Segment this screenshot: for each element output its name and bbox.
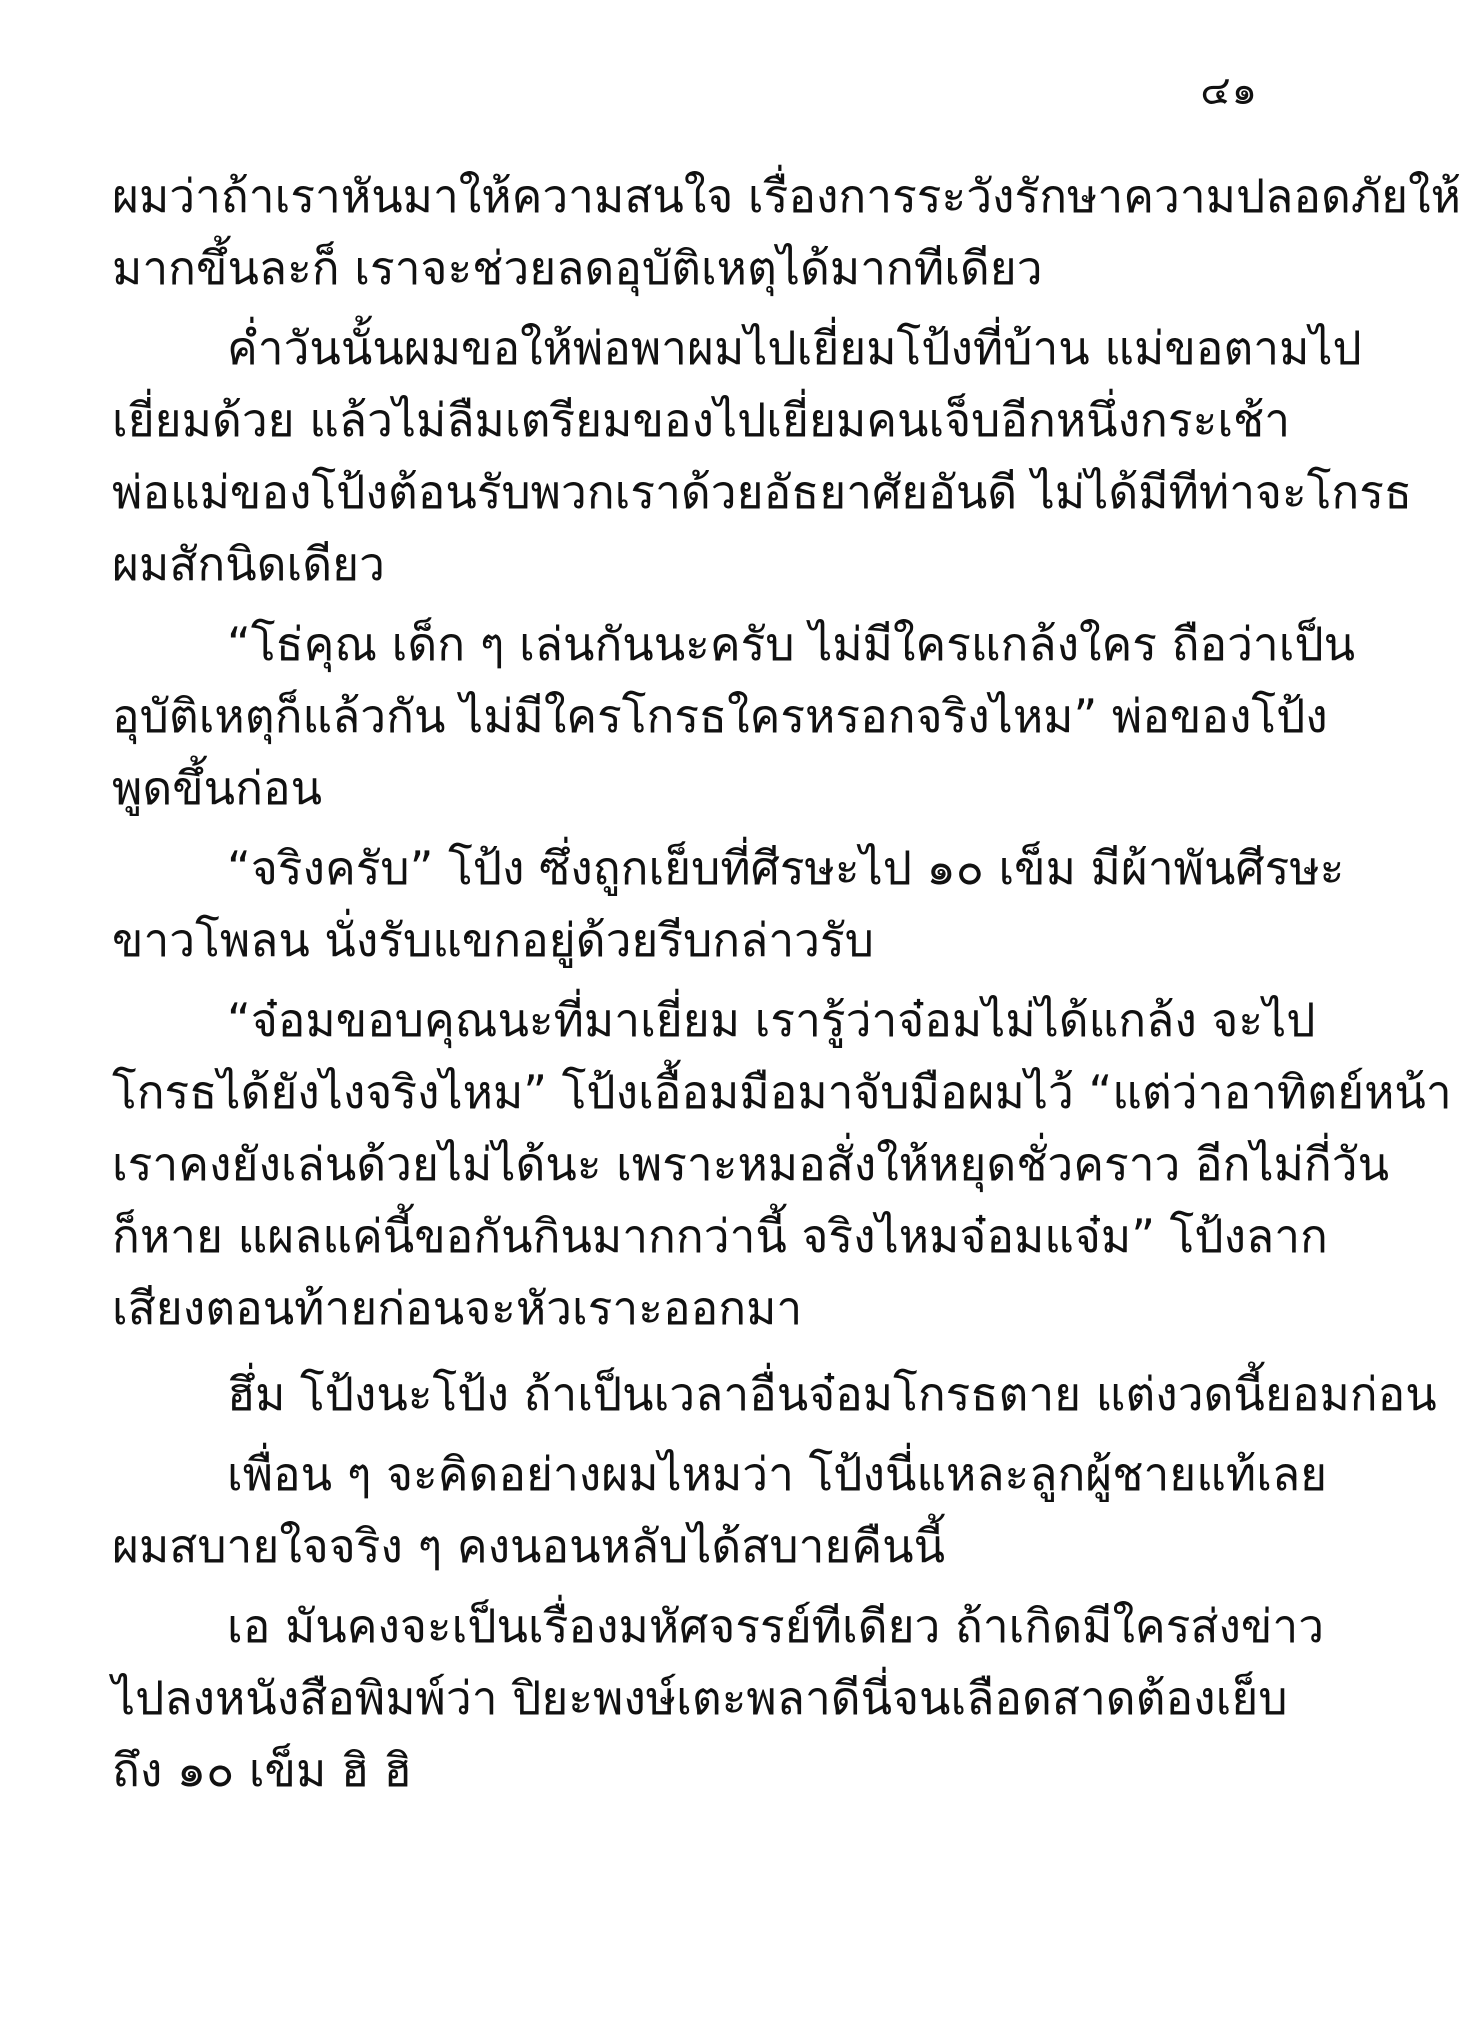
text-line: เราคงยังเล่นด้วยไม่ได้นะ เพราะหมอสั่งให้หยุดชั่วคราว อีกไม่กี่วัน bbox=[112, 1137, 1390, 1191]
text-line: “โธ่คุณ เด็ก ๆ เล่นกันนะครับ ไม่มีใครแกล้งใคร ถือว่าเป็น bbox=[227, 617, 1356, 671]
paragraph-7 bbox=[112, 1438, 1328, 1582]
paragraph-3 bbox=[112, 608, 1356, 824]
text-line: ก็หาย แผลแค่นี้ขอกันกินมากกว่านี้ จริงไหมจ๋อมแจ๋ม” โป้งลาก bbox=[112, 1209, 1328, 1263]
paragraph-6 bbox=[112, 1358, 1437, 1430]
text-line: เอ มันคงจะเป็นเรื่องมหัศจรรย์ทีเดียว ถ้าเกิดมีใครส่งข่าว bbox=[227, 1599, 1325, 1653]
text-line: ถึง ๑๐ เข็ม ฮิ ฮิ bbox=[112, 1743, 412, 1797]
paragraph-5 bbox=[112, 984, 1452, 1344]
text-line: เสียงตอนท้ายก่อนจะหัวเราะออกมา bbox=[112, 1281, 803, 1335]
text-line: เพื่อน ๆ จะคิดอย่างผมไหมว่า โป้งนี่แหละลูกผู้ชายแท้เลย bbox=[227, 1447, 1328, 1501]
text-line: ขาวโพลน นั่งรับแขกอยู่ด้วยรีบกล่าวรับ bbox=[112, 913, 874, 967]
text-line: ผมว่าถ้าเราหันมาให้ความสนใจ เรื่องการระวังรักษาความปลอดภัยให้ bbox=[112, 169, 1461, 223]
paragraph-4 bbox=[112, 832, 1345, 976]
text-line: ฮึ่ม โป้งนะโป้ง ถ้าเป็นเวลาอื่นจ๋อมโกรธตาย แต่งวดนี้ยอมก่อน bbox=[227, 1367, 1437, 1421]
text-line: ไปลงหนังสือพิมพ์ว่า ปิยะพงษ์เตะพลาดีนี่จนเลือดสาดต้องเย็บ bbox=[112, 1671, 1288, 1725]
paragraph-1 bbox=[112, 160, 1461, 304]
text-line: ผมสบายใจจริง ๆ คงนอนหลับได้สบายคืนนี้ bbox=[112, 1519, 946, 1573]
paragraph-2 bbox=[112, 312, 1413, 600]
text-line: โกรธได้ยังไงจริงไหม” โป้งเอื้อมมือมาจับมือผมไว้ “แต่ว่าอาทิตย์หน้า bbox=[112, 1065, 1452, 1119]
text-line: อุบัติเหตุก็แล้วกัน ไม่มีใครโกรธใครหรอกจริงไหม” พ่อของโป้ง bbox=[112, 689, 1328, 743]
text-line: ค่ำวันนั้นผมขอให้พ่อพาผมไปเยี่ยมโป้งที่บ้าน แม่ขอตามไป bbox=[227, 321, 1362, 375]
text-line: พูดขึ้นก่อน bbox=[112, 761, 323, 815]
text-line: “จ๋อมขอบคุณนะที่มาเยี่ยม เรารู้ว่าจ๋อมไม่ได้แกล้ง จะไป bbox=[227, 993, 1316, 1047]
text-line: เยี่ยมด้วย แล้วไม่ลืมเตรียมของไปเยี่ยมคนเจ็บอีกหนึ่งกระเช้า bbox=[112, 393, 1291, 447]
text-line: มากขึ้นละก็ เราจะช่วยลดอุบัติเหตุได้มากทีเดียว bbox=[112, 241, 1043, 295]
text-line: “จริงครับ” โป้ง ซึ่งถูกเย็บที่ศีรษะไป ๑๐ เข็ม มีผ้าพันศีรษะ bbox=[227, 841, 1345, 895]
page-number: ๔๑ bbox=[1200, 68, 1258, 114]
text-line: ผมสักนิดเดียว bbox=[112, 537, 385, 591]
text-line: พ่อแม่ของโป้งต้อนรับพวกเราด้วยอัธยาศัยอันดี ไม่ได้มีทีท่าจะโกรธ bbox=[112, 465, 1413, 519]
body-text bbox=[112, 160, 1461, 1806]
paragraph-8 bbox=[112, 1590, 1325, 1806]
